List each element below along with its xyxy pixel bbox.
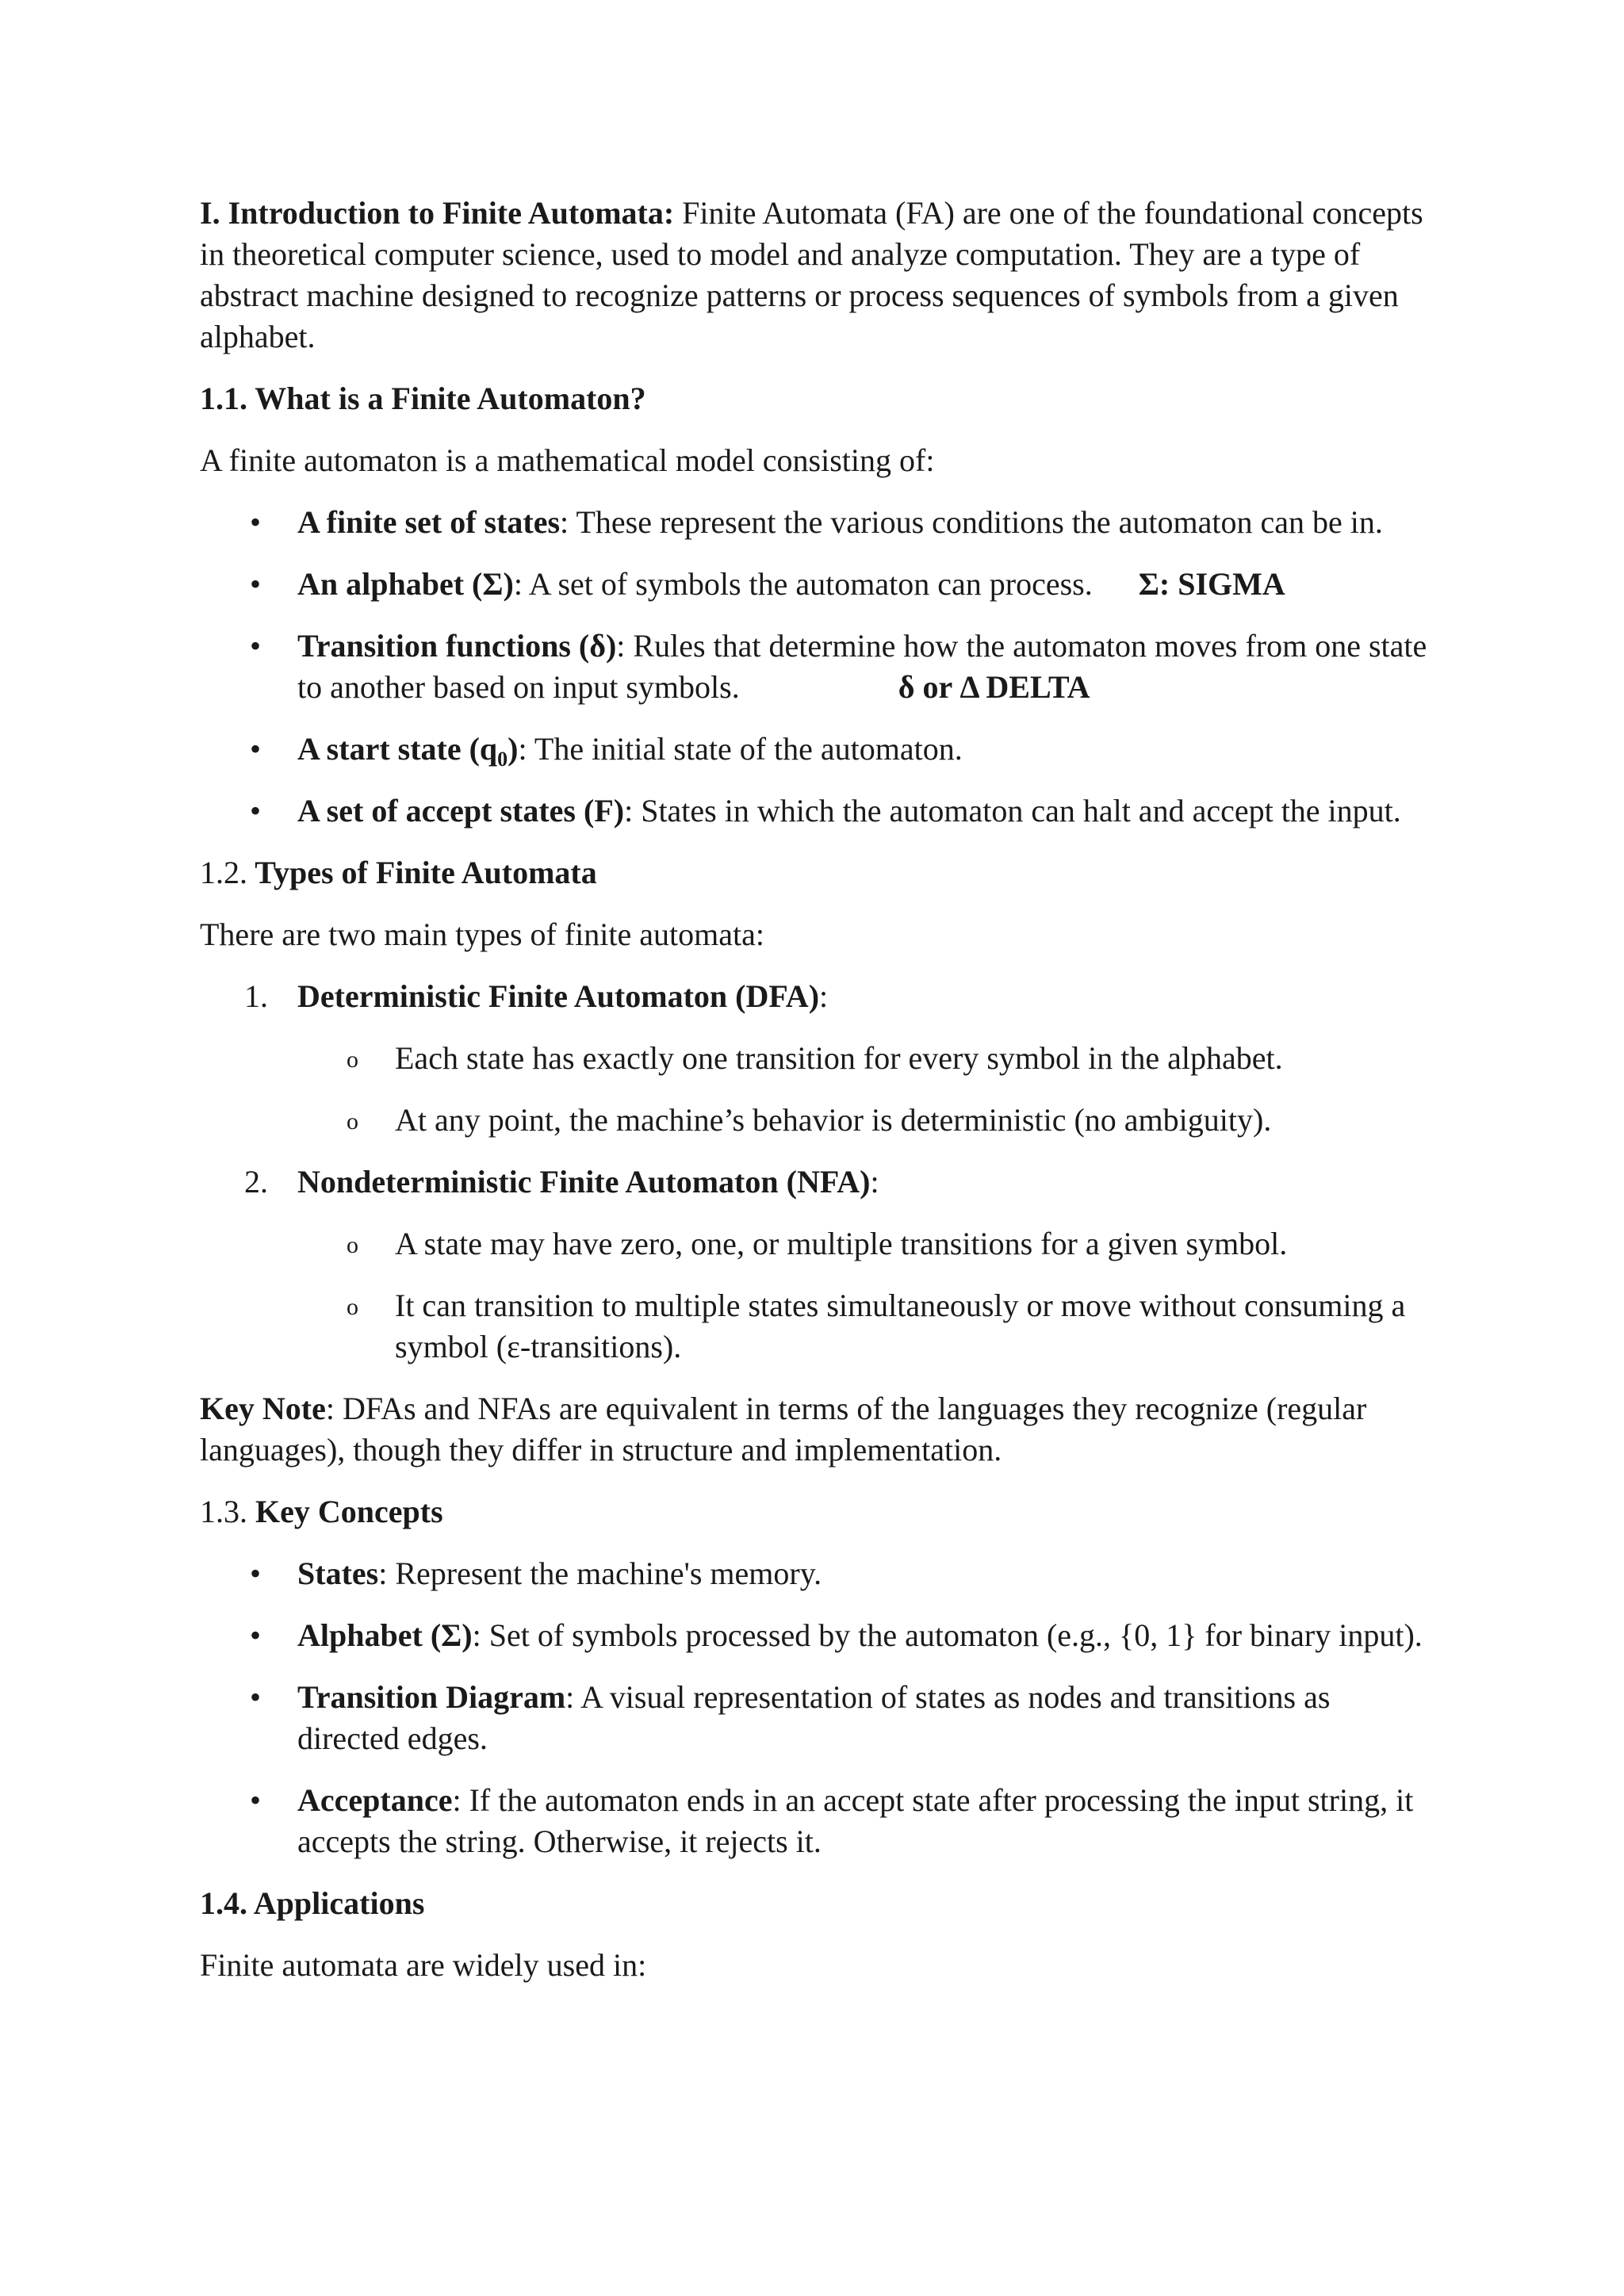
section-1-1-lead: A finite automaton is a mathematical model consisting of:	[200, 442, 935, 478]
description: : Represent the machine's memory.	[378, 1556, 822, 1591]
term: Acceptance	[297, 1782, 453, 1818]
description: : Rules that determine how the automaton moves from one state to another based on input symbols.	[297, 628, 1427, 705]
circle-bullet-icon: o	[347, 1047, 358, 1073]
type-name: Nondeterministic Finite Automaton (NFA)	[297, 1164, 871, 1200]
list-item	[200, 790, 1437, 832]
term: A set of accept states (F)	[297, 793, 625, 828]
bullet-icon: •	[249, 1679, 261, 1715]
section-1-4-lead: Finite automata are widely used in:	[200, 1947, 647, 1983]
sigma-note: Σ: SIGMA	[1138, 566, 1285, 602]
type-name: Deterministic Finite Automaton (DFA)	[297, 978, 820, 1014]
description: : The initial state of the automaton.	[518, 731, 963, 767]
sub-list-item: o It can transition to multiple states simultaneously or move without consuming a symbol (ε-transitions).	[347, 1288, 1406, 1364]
description: : If the automaton ends in an accept state after processing the input string, it accepts the string. Otherwise, it rejects it.	[297, 1782, 1414, 1859]
bullet-icon: •	[249, 504, 261, 540]
term: Transition functions (δ)	[297, 628, 617, 664]
section-1-4-heading: 1.4. Applications	[200, 1885, 425, 1921]
intro-text: Finite Automata (FA) are one of the foundational concepts in theoretical computer science, used to model and analyze computation. They are a type of abstract machine designed to recognize patterns or process sequences of symbols from a given alphabet.	[200, 195, 1423, 354]
fa-components-list	[200, 502, 1437, 832]
list-item-nfa: 2. Nondeterministic Finite Automaton (NFA): o A state may have zero, one, or multiple transitions for a given symbol. o It can transition to multiple states simultaneously or move without consuming a symbol (ε-transitions).	[200, 1161, 1437, 1368]
nfa-points	[297, 1223, 1437, 1368]
list-item	[200, 1677, 1437, 1759]
list-item	[200, 1553, 1437, 1594]
bullet-icon: •	[249, 628, 261, 664]
list-item	[200, 1615, 1437, 1656]
fa-types-list	[200, 976, 1437, 1368]
sub-list-item: o Each state has exactly one transition for every symbol in the alphabet.	[296, 1038, 1437, 1079]
term: Transition Diagram	[297, 1679, 566, 1715]
delta-note: δ or Δ DELTA	[898, 669, 1090, 705]
section-1-2-heading: 1.2. Types of Finite Automata	[200, 855, 597, 890]
bullet-icon: •	[249, 793, 261, 828]
list-item-dfa: 1. Deterministic Finite Automaton (DFA): o Each state has exactly one transition for every symbol in the alphabet. o At any point, the machine’s behavior is deterministic (no ambiguity).	[200, 976, 1437, 1141]
key-concepts-list	[200, 1553, 1437, 1862]
list-item	[200, 729, 1437, 770]
description: : Set of symbols processed by the automaton (e.g., {0, 1} for binary input).	[472, 1617, 1423, 1653]
bullet-icon: •	[249, 731, 261, 767]
section-1-1-heading: 1.1. What is a Finite Automaton?	[200, 381, 646, 416]
description: : A set of symbols the automaton can process.	[513, 566, 1093, 602]
intro-heading: I. Introduction to Finite Automata:	[200, 195, 675, 231]
key-note	[200, 1388, 1437, 1471]
section-1-2-lead: There are two main types of finite automata:	[200, 916, 764, 952]
bullet-icon: •	[249, 1782, 261, 1818]
key-note-text: : DFAs and NFAs are equivalent in terms of the languages they recognize (regular languages), though they differ in structure and implementation.	[200, 1391, 1367, 1468]
item-number: 1.	[244, 978, 268, 1014]
term: A finite set of states	[297, 504, 561, 540]
term: Alphabet (Σ)	[297, 1617, 473, 1653]
circle-bullet-icon: o	[347, 1232, 358, 1258]
list-item	[200, 502, 1437, 543]
section-1-3-heading: 1.3. Key Concepts	[200, 1494, 443, 1529]
bullet-icon: •	[249, 1617, 261, 1653]
item-number: 2.	[244, 1164, 268, 1200]
circle-bullet-icon: o	[347, 1294, 358, 1320]
term: States	[297, 1556, 379, 1591]
intro-paragraph	[200, 193, 1437, 358]
circle-bullet-icon: o	[347, 1108, 358, 1135]
list-item	[200, 1780, 1437, 1862]
description: : States in which the automaton can halt and accept the input.	[624, 793, 1401, 828]
bullet-icon: •	[249, 566, 261, 602]
sub-list-item: o A state may have zero, one, or multiple transitions for a given symbol.	[296, 1223, 1437, 1265]
term: A start state $(q_0)$	[297, 731, 519, 771]
key-note-label: Key Note	[200, 1391, 326, 1426]
list-item	[200, 626, 1437, 708]
description: : These represent the various conditions the automaton can be in.	[560, 504, 1383, 540]
term: An alphabet (Σ)	[297, 566, 514, 602]
description: : A visual representation of states as nodes and transitions as directed edges.	[297, 1679, 1331, 1756]
sub-list-item: o At any point, the machine’s behavior is deterministic (no ambiguity).	[296, 1100, 1437, 1141]
document-page	[200, 193, 1437, 2007]
dfa-points	[297, 1038, 1437, 1141]
bullet-icon: •	[249, 1556, 261, 1591]
list-item	[200, 564, 1437, 605]
